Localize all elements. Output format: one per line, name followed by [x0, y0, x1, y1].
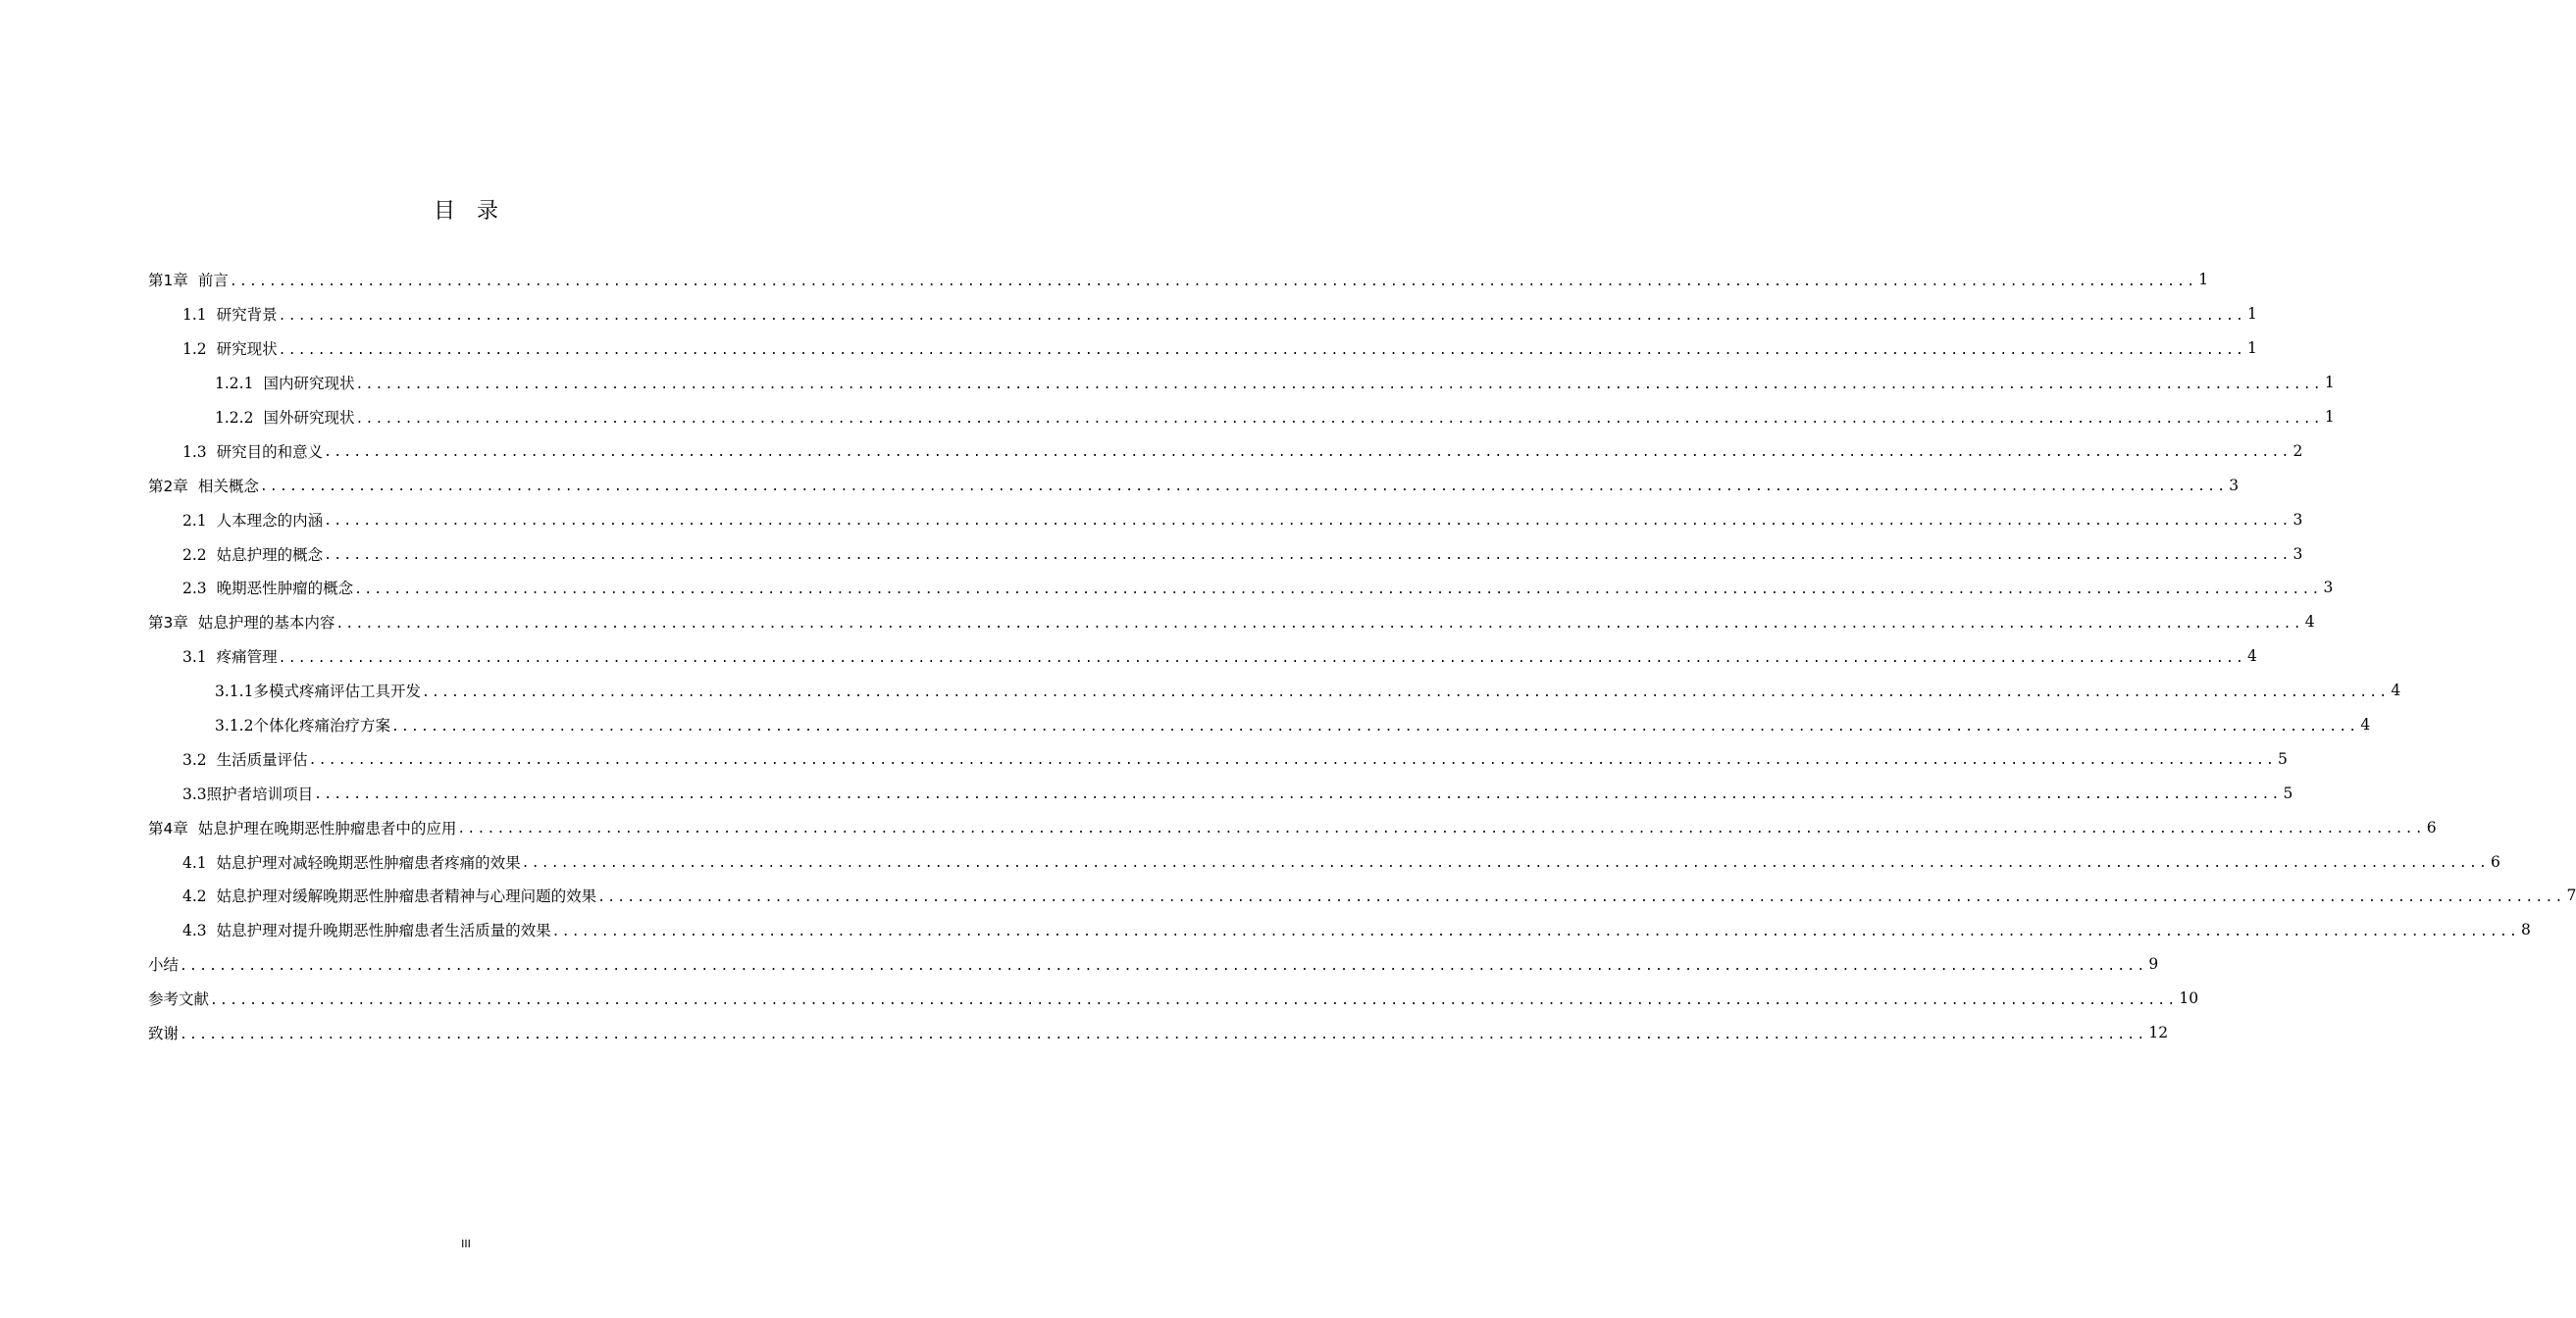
toc-entry-title: 姑息护理在晚期恶性肿瘤患者中的应用 — [197, 819, 457, 837]
toc-entry-page: 5 — [2283, 784, 2293, 802]
toc-entry-label — [215, 372, 355, 393]
toc-entry-label — [182, 440, 324, 462]
toc-entry[interactable] — [148, 639, 2257, 674]
toc-entry-label — [215, 406, 355, 428]
toc-entry-label — [182, 783, 314, 804]
toc-entry-label — [182, 645, 279, 667]
toc-entry-label — [148, 1022, 180, 1043]
toc-entry-title: 晚期恶性肿瘤的概念 — [216, 580, 354, 598]
toc-dot-leader: ........................................................................................................................................................................................................ — [390, 719, 2359, 735]
page-number: III — [461, 1238, 471, 1250]
toc-entry-number: 4.3 — [182, 922, 207, 940]
toc-entry-title: 姑息护理的基本内容 — [197, 614, 335, 633]
toc-entry-page: 1 — [2198, 271, 2209, 289]
toc-entry-page: 1 — [2247, 305, 2257, 324]
toc-entry-label — [182, 748, 309, 770]
toc-entry-number: 3.3 — [182, 785, 207, 803]
toc-entry-page: 3 — [2293, 544, 2303, 563]
toc-entry[interactable] — [148, 674, 2401, 708]
toc-dot-leader: ........................................................................................................................................................................................................ — [421, 684, 2390, 700]
toc-entry-label — [148, 611, 335, 633]
toc-entry[interactable] — [148, 947, 2159, 982]
toc-entry[interactable] — [148, 502, 2303, 536]
toc-entry[interactable] — [148, 331, 2257, 366]
toc-entry[interactable] — [148, 708, 2371, 742]
toc-entry-page: 6 — [2491, 852, 2500, 871]
toc-entry-title: 人本理念的内涵 — [216, 511, 324, 530]
toc-entry-number: 1.2.1 — [215, 375, 254, 393]
toc-entry-number: 第3章 — [148, 614, 188, 633]
toc-entry[interactable] — [148, 879, 2576, 913]
toc-entry-title: 参考文献 — [148, 990, 210, 1009]
toc-entry-number: 4.1 — [182, 853, 207, 872]
toc-entry-title: 姑息护理对缓解晚期恶性肿瘤患者精神与心理问题的效果 — [216, 887, 597, 906]
toc-entry-title: 国内研究现状 — [263, 375, 355, 393]
toc-entry-title: 姑息护理对减轻晚期恶性肿瘤患者疼痛的效果 — [216, 853, 521, 872]
toc-entry-label — [182, 919, 552, 940]
toc-entry-title: 姑息护理的概念 — [216, 545, 324, 564]
toc-entry-page: 3 — [2323, 579, 2334, 597]
toc-entry-label — [148, 953, 180, 975]
toc-dot-leader: ........................................................................................................................................................................................................ — [324, 548, 2292, 564]
toc-entry-number: 2.3 — [182, 580, 207, 598]
toc-entry-title: 多模式疼痛评估工具开发 — [253, 683, 421, 701]
toc-dot-leader: ........................................................................................................................................................................................................ — [457, 822, 2425, 837]
toc-entry-page: 9 — [2148, 955, 2159, 974]
toc-entry[interactable] — [148, 1016, 2169, 1050]
toc-entry-number: 2.1 — [182, 511, 207, 530]
toc-entry[interactable] — [148, 433, 2303, 468]
toc-entry-label — [182, 543, 324, 565]
toc-entry-page: 3 — [2229, 476, 2240, 494]
toc-entry[interactable] — [148, 605, 2315, 639]
toc-entry-label — [148, 475, 260, 496]
toc-entry[interactable] — [148, 982, 2199, 1016]
toc-entry-label — [182, 337, 279, 359]
toc-dot-leader: ........................................................................................................................................................................................................ — [180, 1027, 2147, 1042]
toc-dot-leader: ........................................................................................................................................................................................................ — [259, 480, 2228, 495]
toc-entry[interactable] — [148, 913, 2531, 947]
toc-entry-title: 小结 — [148, 956, 180, 975]
toc-entry[interactable] — [148, 366, 2335, 400]
toc-dot-leader: ........................................................................................................................................................................................................ — [597, 889, 2565, 905]
toc-entry-title: 姑息护理对提升晚期恶性肿瘤患者生活质量的效果 — [216, 922, 551, 940]
toc-entry[interactable] — [148, 776, 2293, 810]
toc-entry-title: 研究现状 — [216, 340, 278, 359]
toc-entry-title: 国外研究现状 — [263, 409, 355, 427]
toc-entry-page: 8 — [2521, 921, 2531, 939]
toc-entry-page: 7 — [2566, 887, 2576, 905]
toc-entry-label — [215, 680, 422, 701]
toc-entry-number: 1.1 — [182, 306, 207, 325]
toc-entry-title: 研究目的和意义 — [216, 442, 324, 461]
toc-entry-title: 致谢 — [148, 1025, 180, 1043]
toc-dot-leader: ........................................................................................................................................................................................................ — [314, 787, 2282, 803]
toc-entry-label — [182, 885, 597, 906]
toc-entry[interactable] — [148, 536, 2303, 571]
toc-entry-label — [182, 577, 354, 598]
toc-entry-label — [148, 988, 210, 1009]
toc-entry-label — [182, 303, 279, 325]
toc-entry-page: 2 — [2293, 441, 2303, 460]
toc-dot-leader: ........................................................................................................................................................................................................ — [551, 924, 2520, 939]
toc-dot-leader: ........................................................................................................................................................................................................ — [278, 308, 2246, 324]
toc-entry-title: 个体化疼痛治疗方案 — [253, 717, 390, 735]
toc-dot-leader: ........................................................................................................................................................................................................ — [278, 342, 2246, 358]
page-title: 目录 — [433, 199, 520, 224]
toc-entry-number: 1.2.2 — [215, 409, 254, 427]
toc-entry-label — [148, 817, 457, 838]
toc-entry-number: 3.1.2 — [215, 717, 254, 735]
toc-entry-number: 第4章 — [148, 819, 188, 837]
toc-entry[interactable] — [148, 468, 2240, 502]
toc-entry-label — [182, 509, 324, 531]
toc-entry-page: 12 — [2148, 1024, 2169, 1042]
toc-entry-number: 3.2 — [182, 750, 207, 769]
toc-entry-number: 1.2 — [182, 340, 207, 359]
toc-entry-title: 疼痛管理 — [216, 648, 278, 667]
toc-dot-leader: ........................................................................................................................................................................................................ — [335, 616, 2303, 632]
toc-entry-page: 4 — [2304, 613, 2315, 632]
toc-entry[interactable] — [148, 297, 2257, 331]
toc-entry-page: 1 — [2324, 374, 2335, 392]
toc-dot-leader: ........................................................................................................................................................................................................ — [229, 274, 2197, 289]
toc-entry-number: 第1章 — [148, 272, 188, 290]
toc-entry-page: 10 — [2179, 989, 2199, 1008]
toc-entry[interactable] — [148, 263, 2209, 297]
toc-entry-label — [182, 851, 522, 873]
toc-entry[interactable] — [148, 741, 2288, 776]
toc-entry-number: 3.1.1 — [215, 683, 254, 701]
toc-entry-number: 4.2 — [182, 887, 207, 906]
toc-dot-leader: ........................................................................................................................................................................................................ — [354, 582, 2322, 597]
toc-entry-title: 生活质量评估 — [216, 750, 308, 769]
toc-entry-number: 2.2 — [182, 545, 207, 564]
toc-entry[interactable] — [148, 571, 2334, 605]
toc-entry-page: 5 — [2278, 749, 2288, 768]
toc-entry[interactable] — [148, 810, 2437, 844]
toc-entry-page: 4 — [2391, 682, 2401, 700]
toc-entry-title: 照护者培训项目 — [206, 785, 314, 803]
toc-dot-leader: ........................................................................................................................................................................................................ — [355, 377, 2323, 392]
toc-entry[interactable] — [148, 844, 2500, 879]
toc-entry-page: 3 — [2293, 510, 2303, 529]
toc-entry-number: 第2章 — [148, 477, 188, 495]
toc-entry-number: 3.1 — [182, 648, 207, 667]
toc-entry-label — [215, 714, 391, 735]
toc-dot-leader: ........................................................................................................................................................................................................ — [324, 445, 2292, 461]
toc-entry-title: 前言 — [197, 272, 229, 290]
toc-entry[interactable] — [148, 400, 2335, 434]
toc-dot-leader: ........................................................................................................................................................................................................ — [180, 958, 2147, 974]
toc-entry-title: 相关概念 — [197, 477, 259, 495]
toc-dot-leader: ........................................................................................................................................................................................................ — [324, 514, 2292, 530]
toc-entry-page: 1 — [2247, 339, 2257, 358]
toc-entry-page: 1 — [2324, 408, 2335, 426]
toc-dot-leader: ........................................................................................................................................................................................................ — [210, 992, 2178, 1008]
table-of-contents — [148, 263, 2576, 1049]
toc-entry-number: 1.3 — [182, 442, 207, 461]
toc-entry-page: 4 — [2360, 716, 2371, 735]
toc-dot-leader: ........................................................................................................................................................................................................ — [355, 411, 2323, 427]
toc-entry-page: 4 — [2247, 647, 2257, 666]
toc-entry-title: 研究背景 — [216, 306, 278, 325]
toc-entry-label — [148, 269, 230, 290]
toc-dot-leader: ........................................................................................................................................................................................................ — [308, 753, 2277, 769]
toc-entry-page: 6 — [2426, 818, 2437, 836]
toc-dot-leader: ........................................................................................................................................................................................................ — [521, 856, 2490, 872]
toc-dot-leader: ........................................................................................................................................................................................................ — [278, 650, 2246, 666]
